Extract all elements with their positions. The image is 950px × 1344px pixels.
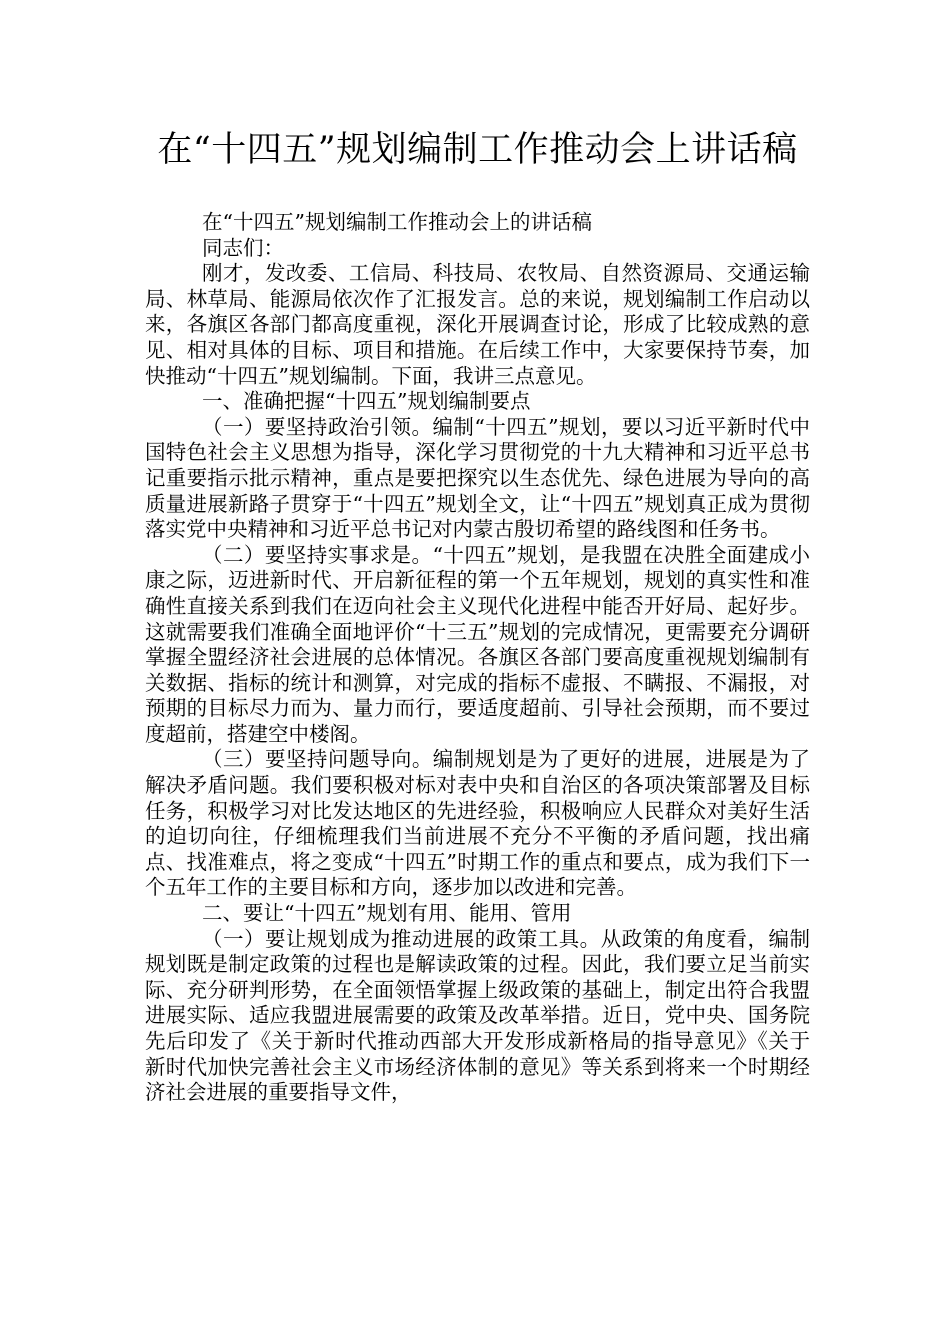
document-page [145, 0, 810, 1106]
section-heading: 二、要让“十四五”规划有用、能用、管用 [202, 901, 572, 926]
section-heading: 一、准确把握“十四五”规划编制要点 [202, 389, 531, 414]
body-paragraph: （一）要让规划成为推动进展的政策工具。从政策的角度看，编制规划既是制定政策的过程也是解读政策的过程。因此，我们要立足当前实际、充分研判形势，在全面领悟掌握上级政策的基础上，制定出符合我盟进展实际、适应我盟进展需要的政策及改革举措。近日，党中央、国务院先后印发了《关于新时代推动西部大开发形成新格局的指导意见》《关于新时代加快完善社会主义市场经济体制的意见》等关系到将来一个时期经济社会进展的重要指导文件， [145, 926, 810, 1105]
document-title: 在“十四五”规划编制工作推动会上讲话稿 [157, 130, 798, 170]
salutation-paragraph: 同志们： [202, 235, 284, 260]
body-paragraph: （二）要坚持实事求是。“十四五”规划，是我盟在决胜全面建成小康之际，迈进新时代、开启新征程的第一个五年规划，规划的真实性和准确性直接关系到我们在迈向社会主义现代化进程中能否开好局、起好步。这就需要我们准确全面地评价“十三五”规划的完成情况，更需要充分调研掌握全盟经济社会进展的总体情况。各旗区各部门要高度重视规划编制有关数据、指标的统计和测算，对完成的指标不虚报、不瞒报、不漏报，对预期的目标尽力而为、量力而行，要适度超前、引导社会预期，而不要过度超前，搭建空中楼阁。 [145, 542, 810, 746]
body-paragraph: （一）要坚持政治引领。编制“十四五”规划，要以习近平新时代中国特色社会主义思想为指导，深化学习贯彻党的十九大精神和习近平总书记重要指示批示精神，重点是要把探究以生态优先、绿色进展为导向的高质量进展新路子贯穿于“十四五”规划全文，让“十四五”规划真正成为贯彻落实党中央精神和习近平总书记对内蒙古殷切希望的路线图和任务书。 [145, 414, 810, 542]
document-body [145, 210, 810, 1106]
subtitle-paragraph: 在“十四五”规划编制工作推动会上的讲话稿 [202, 210, 592, 234]
body-paragraph: 刚才，发改委、工信局、科技局、农牧局、自然资源局、交通运输局、林草局、能源局依次作了汇报发言。总的来说，规划编制工作启动以来，各旗区各部门都高度重视，深化开展调查讨论，形成了比较成熟的意见、相对具体的目标、项目和措施。在后续工作中，大家要保持节奏，加快推动“十四五”规划编制。下面，我讲三点意见。 [145, 261, 810, 388]
body-paragraph: （三）要坚持问题导向。编制规划是为了更好的进展，进展是为了解决矛盾问题。我们要积极对标对表中央和自治区的各项决策部署及目标任务，积极学习对比发达地区的先进经验，积极响应人民群众对美好生活的迫切向往，仔细梳理我们当前进展不充分不平衡的矛盾问题，找出痛点、找准难点，将之变成“十四五”时期工作的重点和要点，成为我们下一个五年工作的主要目标和方向，逐步加以改进和完善。 [145, 747, 810, 900]
